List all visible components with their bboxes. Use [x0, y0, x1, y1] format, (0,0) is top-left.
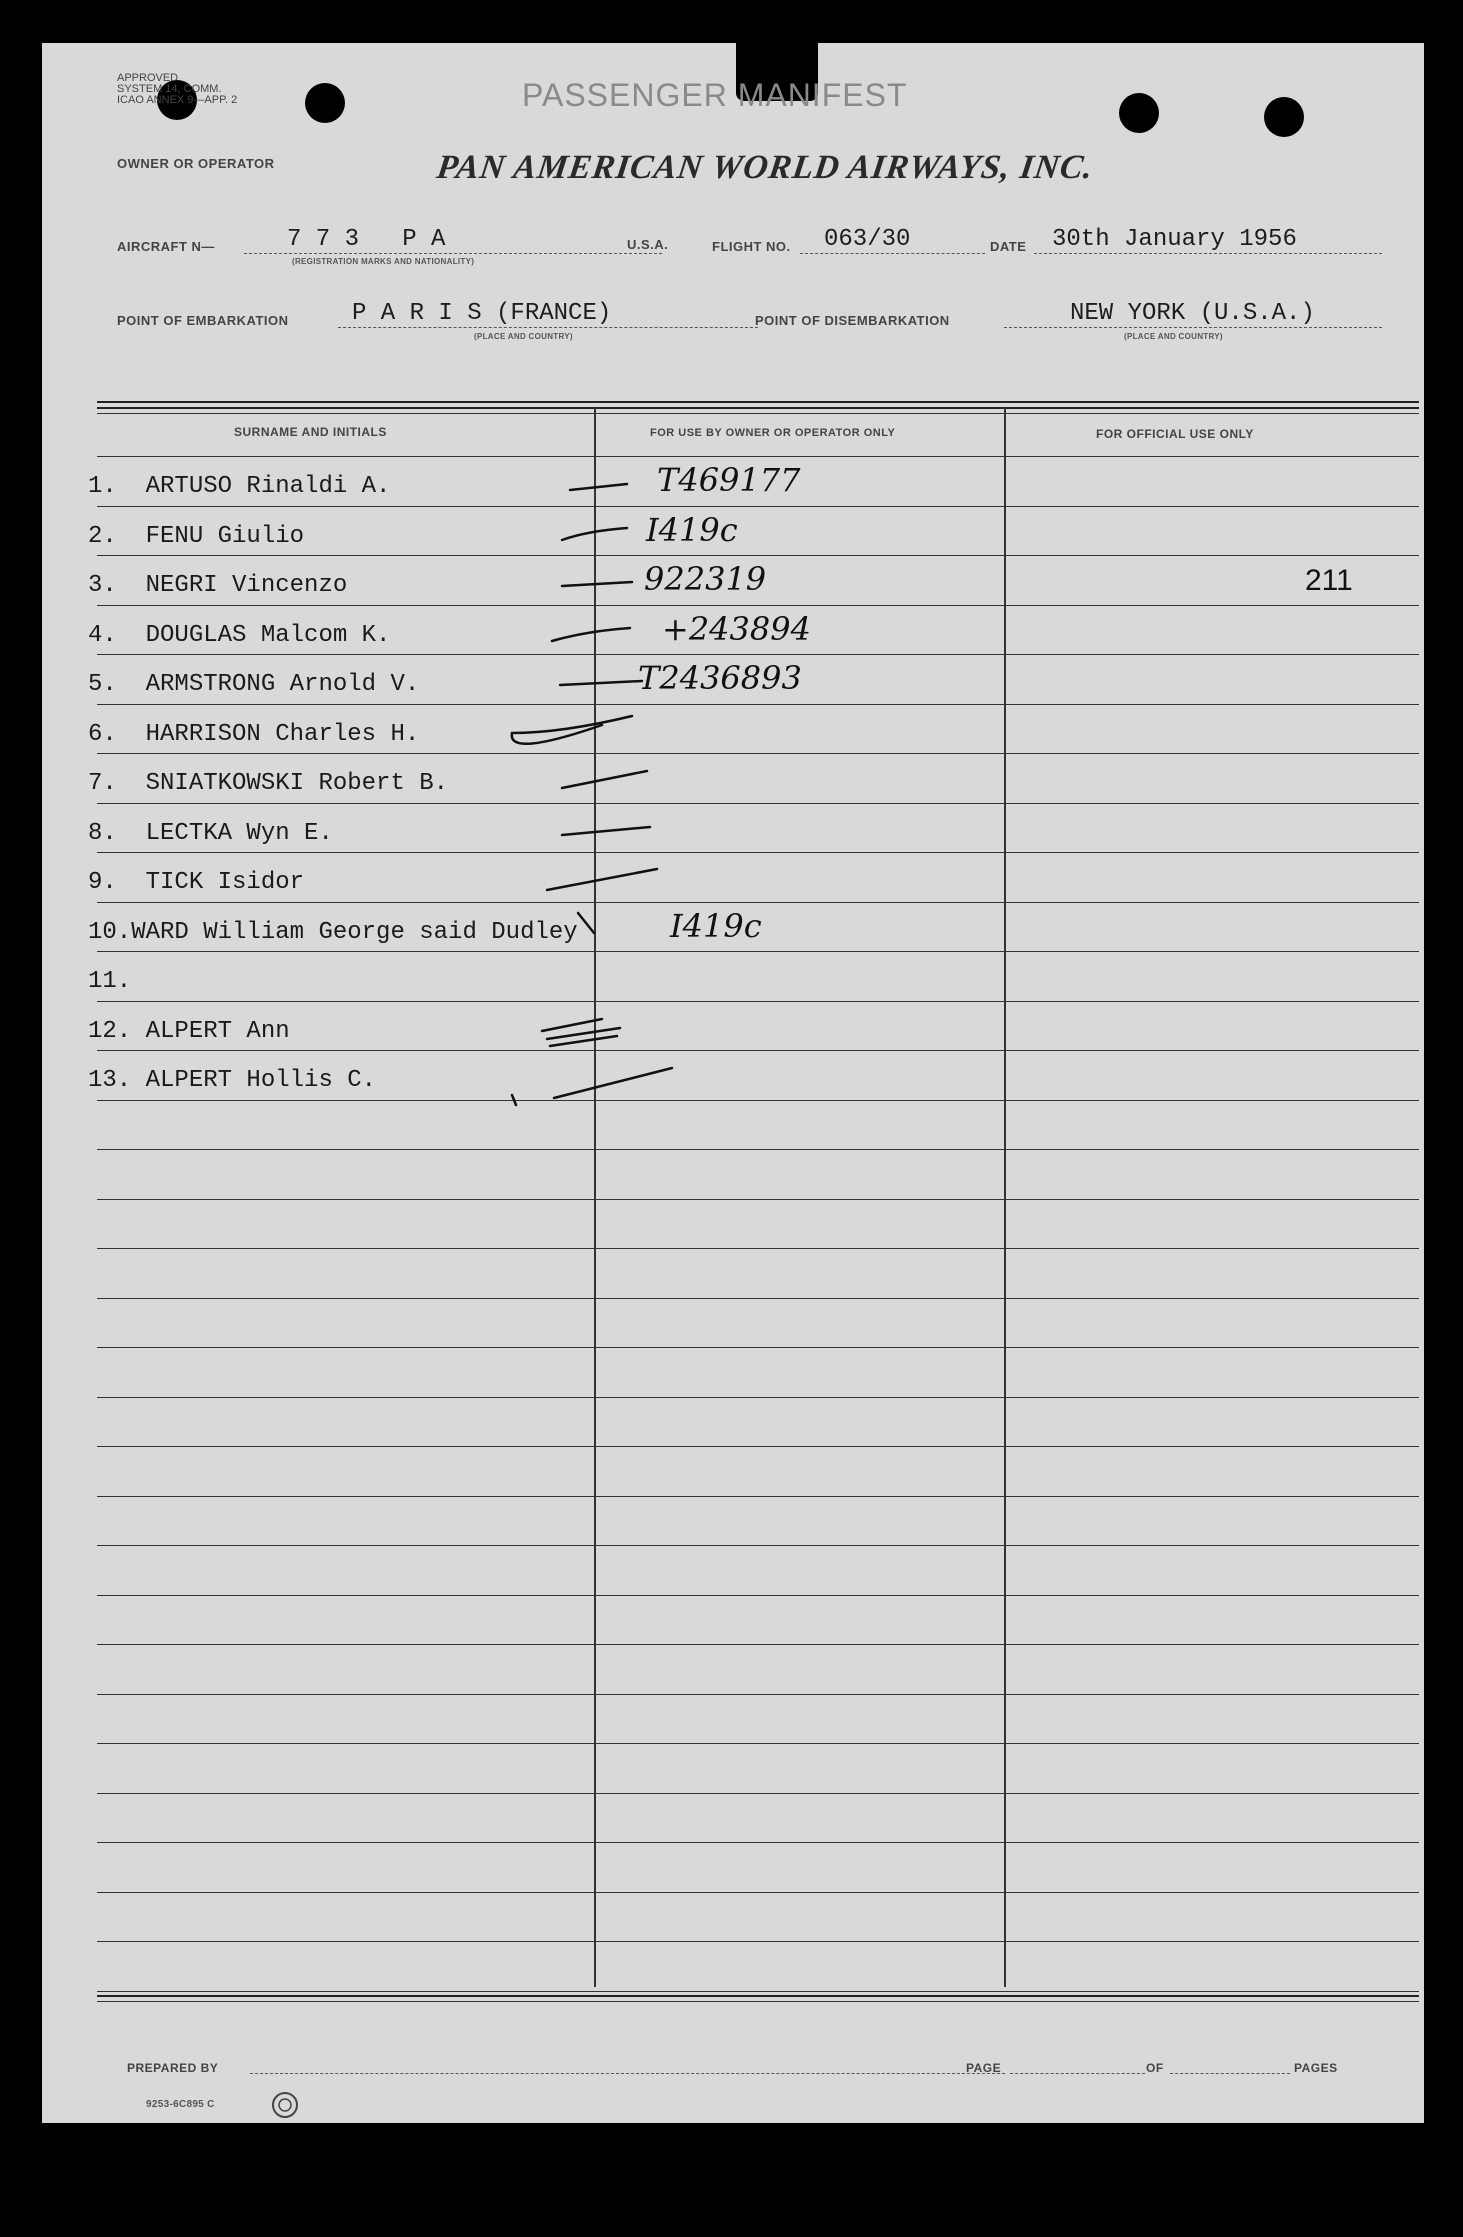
- passenger-entry: 11.: [88, 968, 132, 995]
- check-mark: [554, 1068, 672, 1098]
- union-label-icon: [270, 2090, 300, 2120]
- approval-line: ICAO ANNEX 9—APP. 2: [117, 94, 238, 106]
- passenger-entry: 5. ARMSTRONG Arnold V.: [88, 671, 420, 698]
- passenger-entry: 8. LECTKA Wyn E.: [88, 820, 333, 847]
- approval-line: SYSTEM 14, COMM.: [117, 83, 222, 95]
- page-label: PAGE: [966, 2061, 1002, 2075]
- check-mark: [560, 681, 642, 685]
- row-rule: [97, 1842, 1419, 1843]
- passenger-entry: 4. DOUGLAS Malcom K.: [88, 622, 391, 649]
- of-label: OF: [1146, 2061, 1164, 2075]
- row-rule: [97, 1496, 1419, 1497]
- row-rule: [97, 1644, 1419, 1645]
- row-rule: [97, 1347, 1419, 1348]
- passenger-entry: 2. FENU Giulio: [88, 523, 305, 550]
- date-label: DATE: [990, 239, 1027, 254]
- aircraft-label: AIRCRAFT N—: [117, 239, 215, 254]
- check-mark: [562, 827, 650, 835]
- disembarkation-point: NEW YORK (U.S.A.): [1070, 300, 1315, 327]
- passenger-entry: 1. ARTUSO Rinaldi A.: [88, 473, 391, 500]
- column-header-surname: SURNAME AND INITIALS: [234, 425, 387, 439]
- passenger-entry: 9. TICK Isidor: [88, 869, 305, 896]
- aircraft-registration: 7 7 3 P A: [287, 226, 446, 253]
- check-mark: [547, 869, 657, 890]
- form-title: PASSENGER MANIFEST: [522, 77, 908, 113]
- row-rule: [97, 1941, 1419, 1942]
- embarkation-label: POINT OF EMBARKATION: [117, 313, 289, 328]
- owner-note: I419c: [646, 511, 738, 549]
- passenger-entry: 6. HARRISON Charles H.: [88, 721, 420, 748]
- flight-label: FLIGHT NO.: [712, 239, 791, 254]
- flight-date: 30th January 1956: [1052, 226, 1297, 253]
- row-rule: [97, 1298, 1419, 1299]
- row-rule: [97, 1694, 1419, 1695]
- row-rule: [97, 1397, 1419, 1398]
- flight-number: 063/30: [824, 226, 911, 253]
- row-rule: [97, 1545, 1419, 1546]
- disembarkation-caption: (PLACE AND COUNTRY): [1124, 332, 1223, 341]
- row-rule: [97, 1991, 1419, 1992]
- pages-label: PAGES: [1294, 2061, 1338, 2075]
- owner-note: T469177: [657, 461, 801, 499]
- check-mark: [578, 913, 594, 933]
- check-mark: [512, 716, 632, 744]
- approval-line: APPROVED: [117, 72, 179, 84]
- operator-name: PAN AMERICAN WORLD AIRWAYS, INC.: [434, 149, 1096, 186]
- check-mark: [552, 628, 630, 641]
- passenger-entry: 13. ALPERT Hollis C.: [88, 1067, 377, 1094]
- passenger-entry: 3. NEGRI Vincenzo: [88, 572, 348, 599]
- row-rule: [97, 1446, 1419, 1447]
- column-header-official: FOR OFFICIAL USE ONLY: [1096, 427, 1254, 441]
- row-rule: [97, 1248, 1419, 1249]
- disembarkation-label: POINT OF DISEMBARKATION: [755, 313, 950, 328]
- check-mark: [562, 528, 627, 540]
- registration-caption: (REGISTRATION MARKS AND NATIONALITY): [292, 257, 475, 266]
- owner-note: I419c: [670, 907, 762, 945]
- check-mark: [562, 771, 647, 788]
- manifest-page: [42, 43, 1424, 2123]
- owner-note: 922319: [644, 560, 767, 598]
- official-note: 211: [1305, 564, 1353, 597]
- check-mark: [570, 484, 627, 490]
- row-rule: [97, 1793, 1419, 1794]
- passenger-entry: 12. ALPERT Ann: [88, 1018, 290, 1045]
- row-rule: [97, 1743, 1419, 1744]
- column-header-owner: FOR USE BY OWNER OR OPERATOR ONLY: [650, 427, 896, 439]
- check-mark: [512, 1095, 516, 1105]
- check-mark: [562, 582, 632, 586]
- embarkation-caption: (PLACE AND COUNTRY): [474, 332, 573, 341]
- owner-label: OWNER OR OPERATOR: [117, 156, 275, 171]
- row-rule: [97, 1595, 1419, 1596]
- embarkation-point: P A R I S (FRANCE): [352, 300, 612, 327]
- passenger-entry: 10.WARD William George said Dudley: [88, 919, 578, 946]
- usa-label: U.S.A.: [627, 237, 669, 252]
- row-rule: [97, 1892, 1419, 1893]
- prepared-by-label: PREPARED BY: [127, 2061, 219, 2075]
- form-number: 9253-6C895 C: [146, 2099, 215, 2110]
- check-mark: [542, 1019, 602, 1031]
- owner-note: T2436893: [638, 659, 802, 697]
- owner-note: +243894: [662, 610, 811, 648]
- passenger-entry: 7. SNIATKOWSKI Robert B.: [88, 770, 449, 797]
